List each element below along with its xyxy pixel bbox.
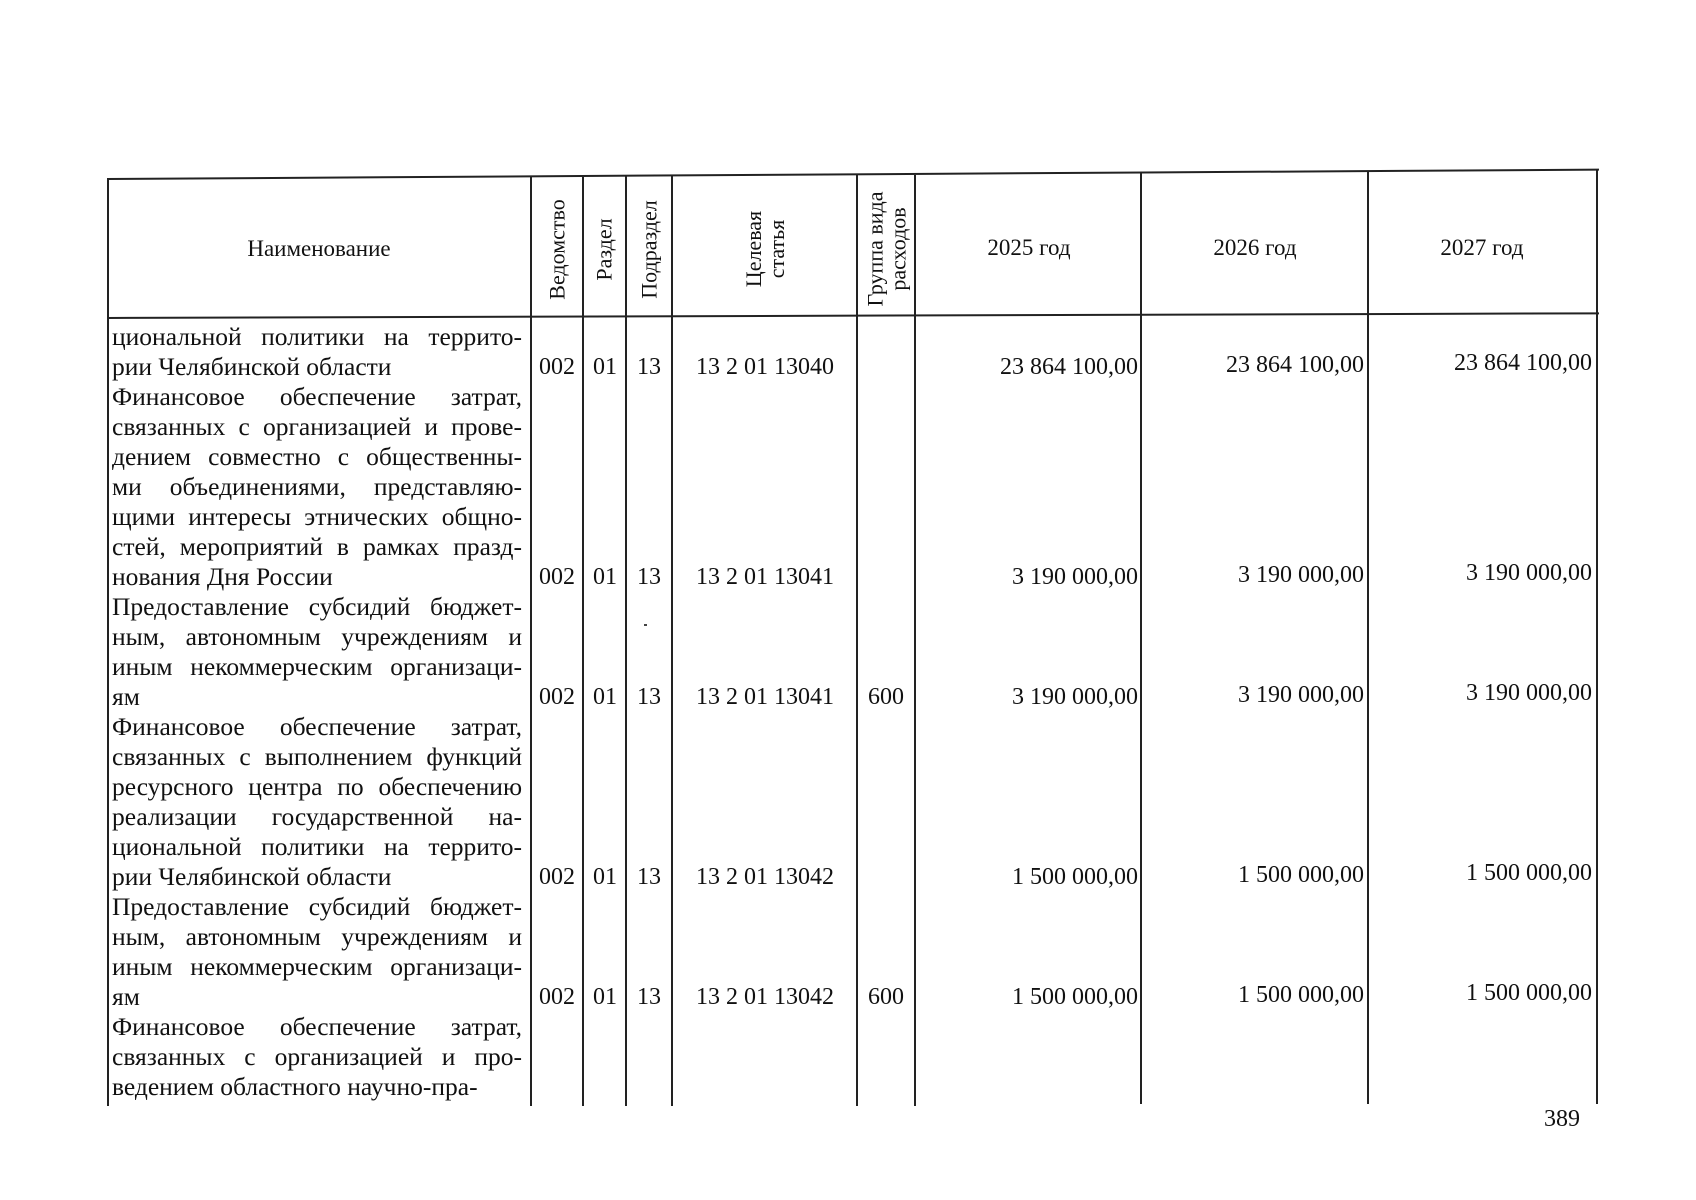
row-celevaya-statya: 13 2 01 13042 [696,864,834,890]
row-name-line: циональной политики на террито- [112,322,522,351]
row-vedomstvo: 002 [539,684,575,710]
row-name-line: ям [112,682,140,711]
header-podrazdel [627,180,671,318]
row-name-line: дением совместно с общественны- [112,442,522,471]
row-name-line: связанных с выполнением функций [112,742,522,771]
row-name-line: стей, мероприятий в рамках празд- [112,532,522,561]
row-name-line: связанных с организацией и прове- [112,412,522,441]
row-name-line: рии Челябинской области [112,352,392,381]
row-name-line: ным, автономным учреждениям и [112,922,522,951]
row-gruppa-vida: 600 [868,984,904,1010]
row-celevaya-statya: 13 2 01 13040 [696,354,834,380]
header-gruppa-label [863,192,909,307]
row-celevaya-statya: 13 2 01 13042 [696,984,834,1010]
header-gruppa-line1: Группа вида [862,191,888,307]
header-celevaya-label [742,211,788,287]
row-vedomstvo: 002 [539,564,575,590]
header-2027: 2027 год [1440,235,1524,260]
row-amount-2025: 3 190 000,00 [1012,684,1138,710]
header-razdel [584,180,625,318]
row-amount-2027: 3 190 000,00 [1466,680,1592,706]
row-name-line: Финансовое обеспечение затрат, [112,712,522,741]
row-name-line: реализации государственной на- [112,802,522,831]
row-amount-2025: 1 500 000,00 [1012,864,1138,890]
row-vedomstvo: 002 [539,864,575,890]
row-name-line: Предоставление субсидий бюджет- [112,592,522,621]
row-vedomstvo: 002 [539,354,575,380]
row-amount-2026: 3 190 000,00 [1238,682,1364,708]
row-gruppa-vida: 600 [868,684,904,710]
row-amount-2025: 3 190 000,00 [1012,564,1138,590]
row-podrazdel: 13 [637,864,661,890]
row-amount-2025: 23 864 100,00 [1000,354,1138,380]
header-podrazdel-label: Подраздел [636,199,662,299]
row-name-line: циональной политики на террито- [112,832,522,861]
row-name-line: Предоставление субсидий бюджет- [112,892,522,921]
row-name-line: ведением областного научно-пра- [112,1072,478,1101]
header-celevaya [674,180,856,318]
row-razdel: 01 [593,684,617,710]
row-razdel: 01 [593,984,617,1010]
row-amount-2027: 23 864 100,00 [1454,350,1592,376]
row-name-line: ресурсного центра по обеспечению [112,772,522,801]
row-amount-2026: 23 864 100,00 [1226,352,1364,378]
header-2025: 2025 год [987,235,1071,260]
row-amount-2026: 1 500 000,00 [1238,862,1364,888]
header-name: Наименование [247,236,391,261]
row-name-line: Финансовое обеспечение затрат, [112,1012,522,1041]
row-name-line: рии Челябинской области [112,862,392,891]
row-name-line: щими интересы этнических общно- [112,502,522,531]
row-razdel: 01 [593,864,617,890]
row-podrazdel: 13 [637,354,661,380]
row-name-line: Финансовое обеспечение затрат, [112,382,522,411]
stray-mark [644,624,647,626]
row-name-line: ям [112,982,140,1011]
row-amount-2027: 1 500 000,00 [1466,860,1592,886]
header-gruppa [858,180,914,318]
row-podrazdel: 13 [637,684,661,710]
row-name-line: иным некоммерческим организаци- [112,952,522,981]
header-celevaya-line1: Целевая [740,210,766,288]
row-podrazdel: 13 [637,984,661,1010]
row-vedomstvo: 002 [539,984,575,1010]
row-name-line: ным, автономным учреждениям и [112,622,522,651]
row-name-line: ми объединениями, представляю- [112,472,522,501]
row-name-line: иным некоммерческим организаци- [112,652,522,681]
header-vedomstvo [532,180,582,318]
row-name-line: нования Дня России [112,562,333,591]
header-celevaya-line2: статья [763,219,789,279]
row-amount-2025: 1 500 000,00 [1012,984,1138,1010]
row-amount-2027: 3 190 000,00 [1466,560,1592,586]
row-celevaya-statya: 13 2 01 13041 [696,564,834,590]
row-amount-2027: 1 500 000,00 [1466,980,1592,1006]
row-razdel: 01 [593,354,617,380]
page-number: 389 [1544,1106,1580,1132]
row-amount-2026: 1 500 000,00 [1238,982,1364,1008]
header-razdel-label: Раздел [592,217,618,281]
row-amount-2026: 3 190 000,00 [1238,562,1364,588]
row-podrazdel: 13 [637,564,661,590]
row-celevaya-statya: 13 2 01 13041 [696,684,834,710]
header-2026: 2026 год [1213,235,1297,260]
row-name-line: связанных с организацией и про- [112,1042,522,1071]
header-gruppa-line2: расходов [885,207,911,291]
col-border-right [1596,170,1598,1104]
header-vedomstvo-label: Ведомство [544,198,570,300]
col-border-podrazdel [671,176,673,1106]
row-razdel: 01 [593,564,617,590]
